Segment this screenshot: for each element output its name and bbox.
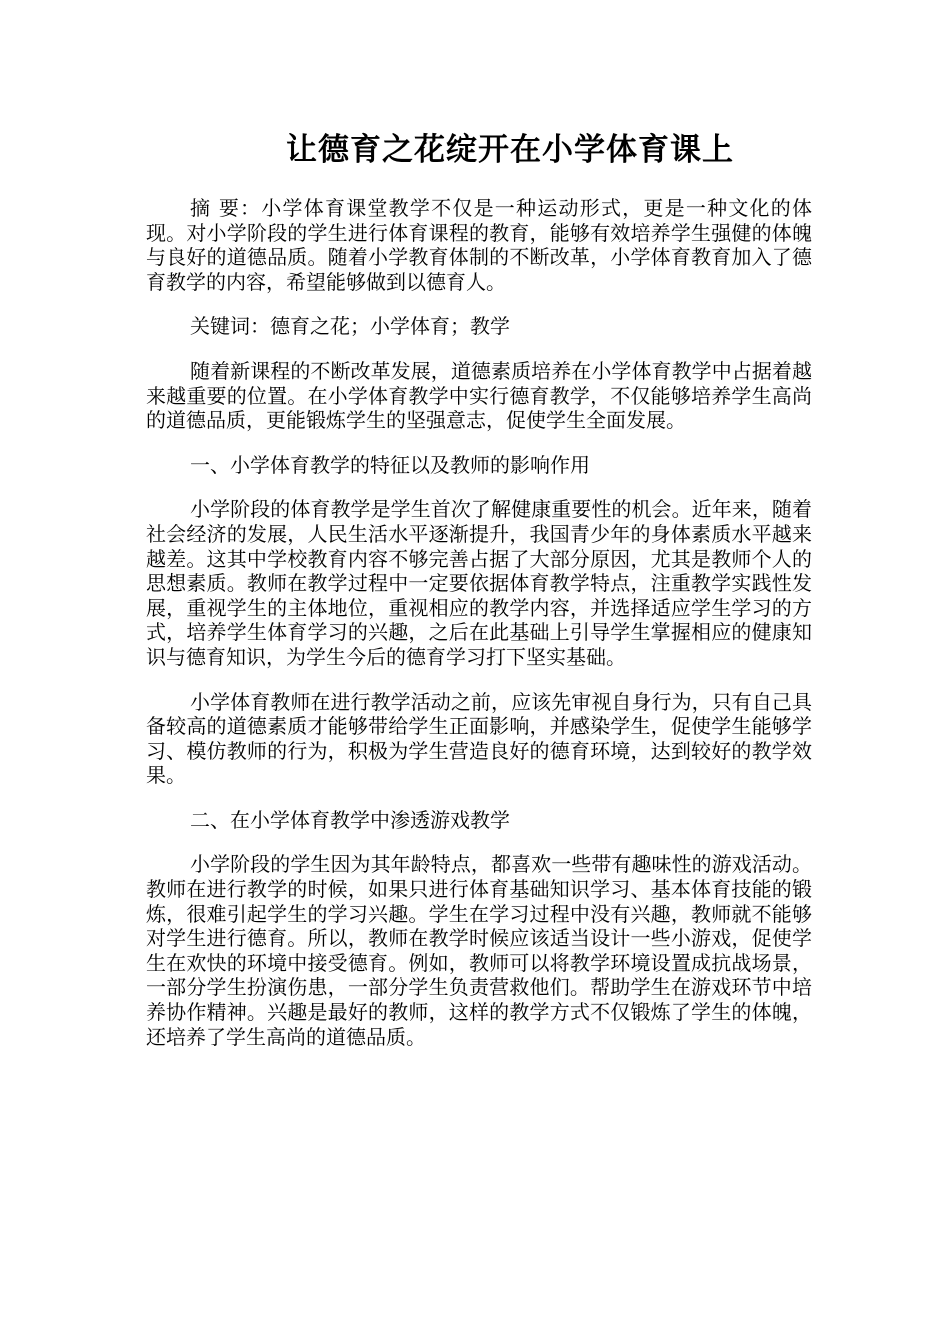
- section-1-paragraph-1: 小学阶段的体育教学是学生首次了解健康重要性的机会。近年来，随着社会经济的发展，人民生活水平逐渐提升，我国青少年的身体素质水平越来越差。这其中学校教育内容不够完善占据了大部分原因，尤其是教师个人的思想素质。教师在教学过程中一定要依据体育教学特点，注重教学实践性发展，重视学生的主体地位，重视相应的教学内容，并选择适应学生学习的方式，培养学生体育学习的兴趣，之后在此基础上引导学生掌握相应的健康知识与德育知识，为学生今后的德育学习打下坚实基础。: [146, 497, 812, 669]
- abstract-label: 摘 要：: [190, 196, 262, 220]
- keywords-paragraph: [146, 314, 812, 339]
- keywords-label: 关键词：: [190, 314, 270, 339]
- section-1-paragraph-2: 小学体育教师在进行教学活动之前，应该先审视自身行为，只有自己具备较高的道德素质才能够带给学生正面影响，并感染学生，促使学生能够学习、模仿教师的行为，积极为学生营造良好的德育环境，达到较好的教学效果。: [146, 689, 812, 788]
- section-2-heading: 二、在小学体育教学中渗透游戏教学: [190, 807, 510, 832]
- section-1-heading: 一、小学体育教学的特征以及教师的影响作用: [190, 452, 590, 477]
- abstract-paragraph: [146, 196, 812, 294]
- document-body: [146, 196, 812, 1069]
- intro-paragraph: 随着新课程的不断改革发展，道德素质培养在小学体育教学中占据着越来越重要的位置。在小学体育教学中实行德育教学，不仅能够培养学生高尚的道德品质，更能锻炼学生的坚强意志，促使学生全面发展。: [146, 358, 812, 433]
- section-2-paragraph-1: 小学阶段的学生因为其年龄特点，都喜欢一些带有趣味性的游戏活动。教师在进行教学的时候，如果只进行体育基础知识学习、基本体育技能的锻炼，很难引起学生的学习兴趣。学生在学习过程中没有兴趣，教师就不能够对学生进行德育。所以，教师在教学时候应该适当设计一些小游戏，促使学生在欢快的环境中接受德育。例如，教师可以将教学环境设置成抗战场景，一部分学生扮演伤患，一部分学生负责营救他们。帮助学生在游戏环节中培养协作精神。兴趣是最好的教师，这样的教学方式不仅锻炼了学生的体魄，还培养了学生高尚的道德品质。: [146, 852, 812, 1049]
- abstract-text: 小学体育课堂教学不仅是一种运动形式，更是一种文化的体现。对小学阶段的学生进行体育课程的教育，能够有效培养学生强健的体魄与良好的道德品质。随着小学教育体制的不断改革，小学体育教育加入了德育教学的内容，希望能够做到以德育人。: [146, 196, 813, 294]
- keywords-text: 德育之花；小学体育；教学: [270, 314, 510, 339]
- page-title: 让德育之花绽开在小学体育课上: [286, 132, 734, 168]
